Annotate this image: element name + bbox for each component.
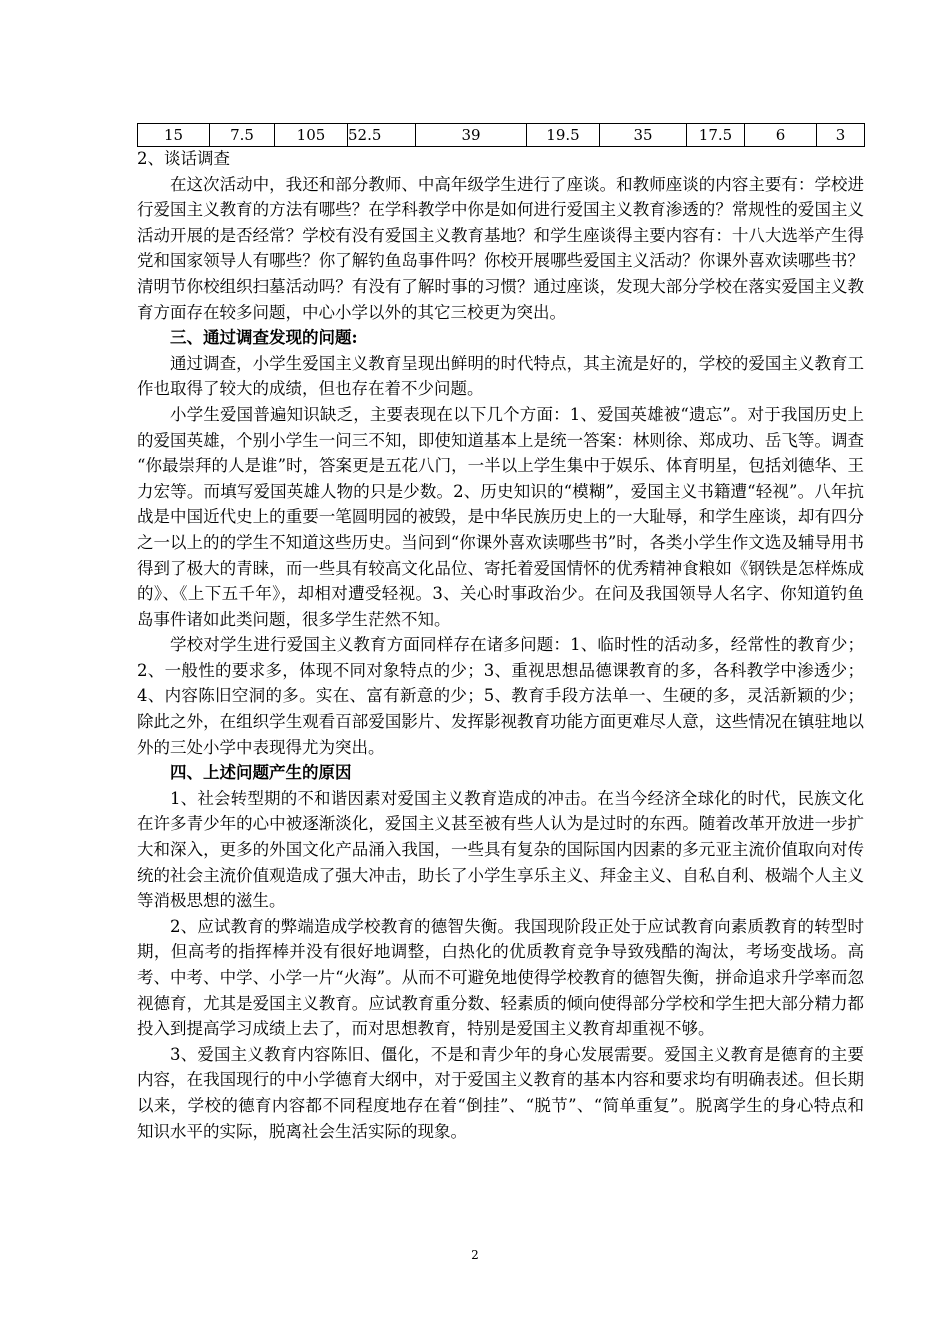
data-table [137, 123, 865, 147]
table-cell: 19.5 [527, 124, 600, 147]
table-cell: 52.5 [348, 124, 416, 147]
paragraph: 1、社会转型期的不和谐因素对爱国主义教育造成的冲击。在当今经济全球化的时代，民族文化在许多青少年的心中被逐渐淡化，爱国主义甚至被有些人认为是过时的东西。随着改革开放进一步扩大和深入，更多的外国文化产品涌入我国，一些具有复杂的国际国内因素的多元亚主流价值取向对传统的社会主流价值观造成了强大冲击，助长了小学生享乐主义、拜金主义、自私自利、极端个人主义等消极思想的滋生。 [137, 788, 864, 911]
table-cell: 35 [600, 124, 687, 147]
page-number: 2 [471, 1248, 479, 1262]
section-heading-causes: 四、上述问题产生的原因 [170, 763, 352, 783]
table-cell: 17.5 [687, 124, 745, 147]
paragraph: 2、应试教育的弊端造成学校教育的德智失衡。我国现阶段正处于应试教育向素质教育的转型时期，但高考的指挥棒并没有很好地调整，白热化的优质教育竞争导致残酷的淘汰，考场变战场。高考、中考、中学、小学一片“火海”。从而不可避免地使得学校教育的德智失衡，拼命追求升学率而忽视德育，尤其是爱国主义教育。应试教育重分数、轻素质的倾向使得部分学校和学生把大部分精力都投入到提高学习成绩上去了，而对思想教育，特别是爱国主义教育却重视不够。 [137, 916, 864, 1039]
table-row [138, 124, 865, 147]
table-cell: 6 [745, 124, 817, 147]
table-cell: 7.5 [210, 124, 275, 147]
paragraph: 3、爱国主义教育内容陈旧、僵化，不是和青少年的身心发展需要。爱国主义教育是德育的主要内容，在我国现行的中小学德育大纲中，对于爱国主义教育的基本内容和要求均有明确表述。但长期以来，学校的德育内容都不同程度地存在着“倒挂”、“脱节”、“简单重复”。脱离学生的身心特点和知识水平的实际，脱离社会生活实际的现象。 [137, 1044, 864, 1141]
table-cell: 3 [817, 124, 865, 147]
paragraph: 通过调查，小学生爱国主义教育呈现出鲜明的时代特点，其主流是好的，学校的爱国主义教育工作也取得了较大的成绩，但也存在着不少问题。 [137, 353, 864, 399]
paragraph: 学校对学生进行爱国主义教育方面同样存在诸多问题：1、临时性的活动多，经常性的教育少；2、一般性的要求多，体现不同对象特点的少；3、重视思想品德课教育的多，各科教学中渗透少；4、内容陈旧空洞的多。实在、富有新意的少；5、教育手段方法单一、生硬的多，灵活新颖的少；除此之外，在组织学生观看百部爱国影片、发挥影视教育功能方面更难尽人意，这些情况在镇驻地以外的三处小学中表现得尤为突出。 [137, 635, 864, 757]
table-cell: 105 [275, 124, 348, 147]
table-cell: 39 [416, 124, 527, 147]
table-cell: 15 [138, 124, 210, 147]
document-body [137, 146, 864, 1144]
section-heading-interview: 2、谈话调查 [137, 149, 230, 168]
paragraph: 小学生爱国普遍知识缺乏，主要表现在以下几个方面：1、爱国英雄被“遗忘”。对于我国历史上的爱国英雄，个别小学生一问三不知，即使知道基本上是统一答案：林则徐、郑成功、岳飞等。调查 “你最崇拜的人是谁”时，答案更是五花八门，一半以上学生集中于娱乐、体育明星，包括刘德华、王力宏等。而填写爱国英雄人物的只是少数。2、历史知识的“模糊”，爱国主义书籍遭“轻视”。八年抗战是中国近代史上的重要一笔圆明园的被毁，是中华民族历史上的一大耻辱，和学生座谈，却有四分之一以上的的学生不知道这些历史。当问到“你课外喜欢读哪些书”时，各类小学生作文选及辅导用书得到了极大的青睐，而一些具有较高文化品位、寄托着爱国情怀的优秀精神食粮如《钢铁是怎样炼成的》、《上下五千年》，却相对遭受轻视。3、关心时事政治少。在问及我国领导人名字、你知道钓鱼岛事件诸如此类问题，很多学生茫然不知。 [137, 404, 864, 629]
paragraph: 在这次活动中，我还和部分教师、中高年级学生进行了座谈。和教师座谈的内容主要有：学校进行爱国主义教育的方法有哪些？在学科教学中你是如何进行爱国主义教育渗透的？常规性的爱国主义活动开展的是否经常？学校有没有爱国主义教育基地？和学生座谈得主要内容有：十八大选举产生得党和国家领导人有哪些？你了解钓鱼岛事件吗？你校开展哪些爱国主义活动？你课外喜欢读哪些书？清明节你校组织扫墓活动吗？有没有了解时事的习惯？通过座谈，发现大部分学校在落实爱国主义教育方面存在较多问题，中心小学以外的其它三校更为突出。 [137, 174, 864, 322]
section-heading-problems: 三、通过调查发现的问题: [170, 328, 358, 348]
